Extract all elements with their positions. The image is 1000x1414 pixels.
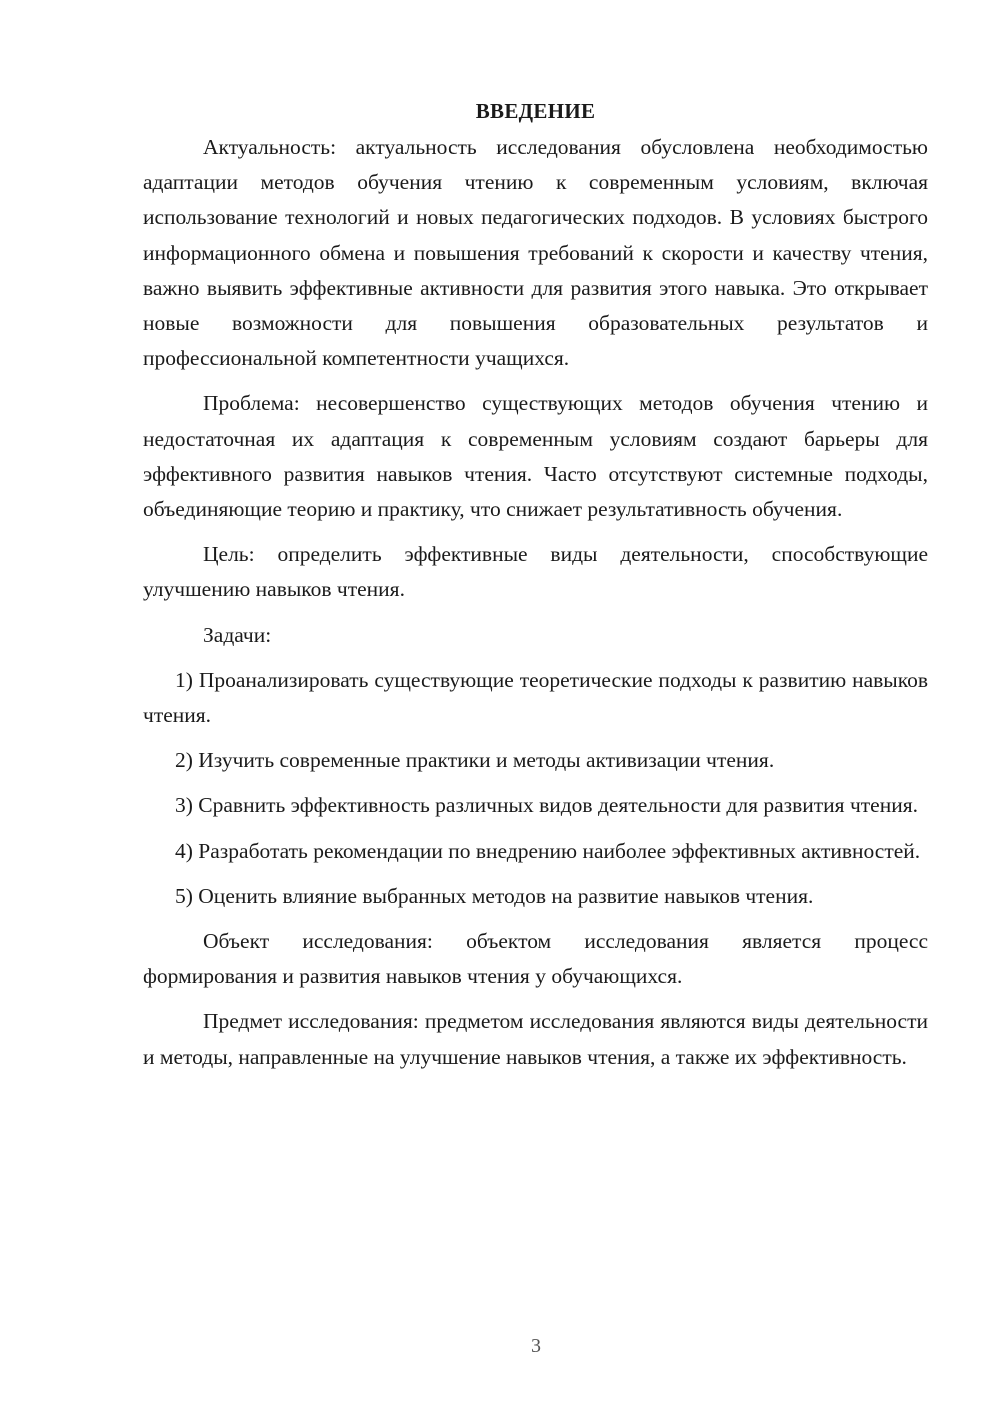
page-body <box>143 96 928 1075</box>
problem-paragraph: Проблема: несовершенство существующих методов обучения чтению и недостаточная их адаптация к современным условиям создают барьеры для эффективного развития навыков чтения. Часто отсутствуют системные подходы, объединяющие теорию и практику, что снижает результативность обучения. <box>143 391 928 522</box>
task-item-1: 1) Проанализировать существующие теоретические подходы к развитию навыков чтения. <box>143 667 928 728</box>
task-item-3: 3) Сравнить эффективность различных видов деятельности для развития чтения. <box>175 793 918 818</box>
task-item-4: 4) Разработать рекомендации по внедрению наиболее эффективных активностей. <box>175 838 921 863</box>
task-item-5: 5) Оценить влияние выбранных методов на развитие навыков чтения. <box>175 883 814 908</box>
task-item-2: 2) Изучить современные практики и методы активизации чтения. <box>175 748 775 773</box>
tasks-list <box>143 663 928 914</box>
section-title: ВВЕДЕНИЕ <box>475 99 596 123</box>
object-paragraph: Объект исследования: объектом исследования является процесс формирования и развития навыков чтения у обучающихся. <box>143 929 928 989</box>
subject-paragraph: Предмет исследования: предметом исследования являются виды деятельности и методы, направленные на улучшение навыков чтения, а также их эффективность. <box>143 1009 928 1069</box>
relevance-paragraph: Актуальность: актуальность исследования обусловлена необходимостью адаптации методов обучения чтению к современным условиям, включая использование технологий и новых педагогических подходов. В условиях быстрого информационного обмена и повышения требований к скорости и качеству чтения, важно выявить эффективные активности для развития этого навыка. Это открывает новые возможности для повышения образовательных результатов и профессиональной компетентности учащихся. <box>143 135 928 371</box>
tasks-heading: Задачи: <box>203 622 272 647</box>
page-number: 3 <box>531 1335 541 1357</box>
goal-paragraph: Цель: определить эффективные виды деятельности, способствующие улучшению навыков чтения. <box>143 542 928 602</box>
